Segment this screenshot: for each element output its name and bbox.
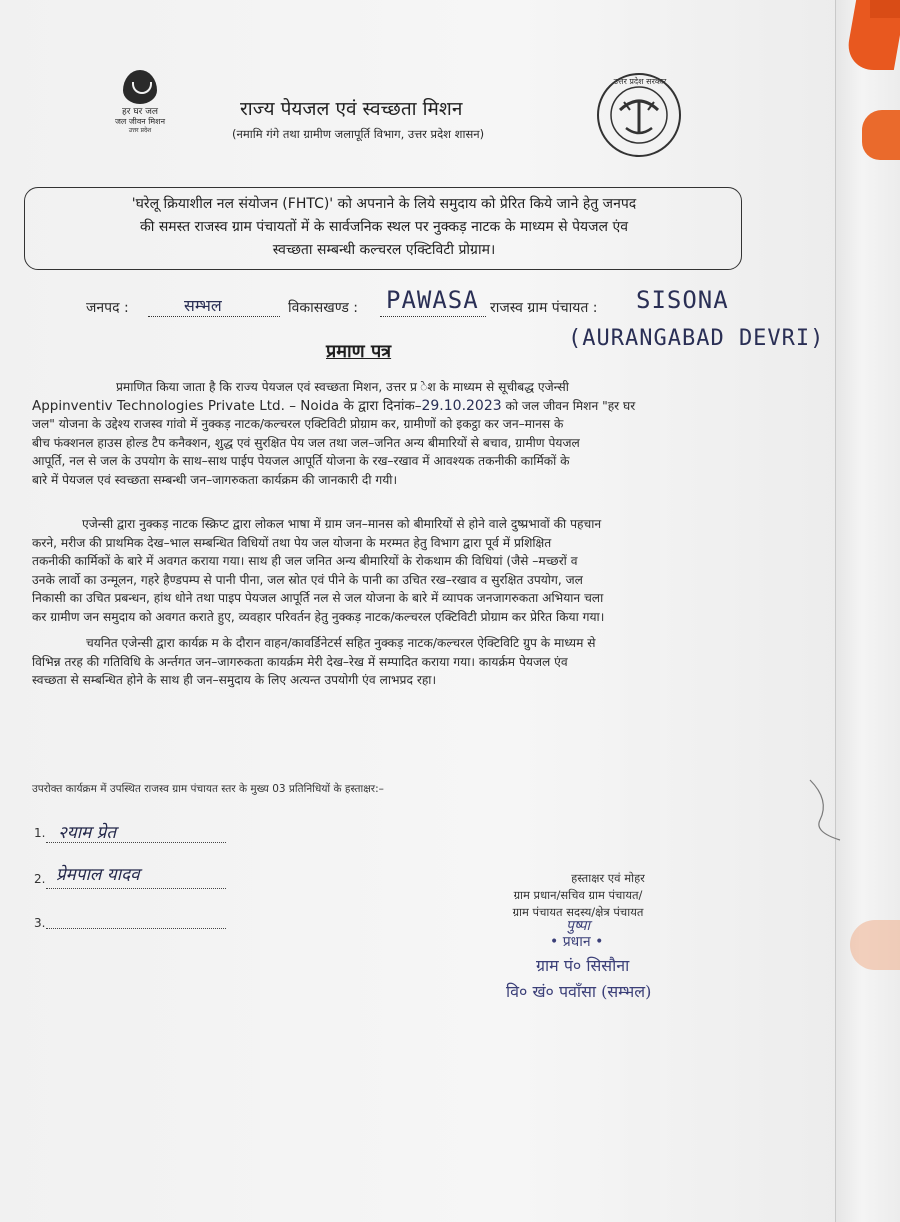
representative-signature: प्रेमपाल यादव <box>56 865 140 885</box>
background-object <box>870 0 900 18</box>
program-line: की समस्त राजस्व ग्राम पंचायतों में के सार्वजनिक स्थल पर नुक्कड़ नाटक के माध्यम से पेयजल एंव <box>139 219 628 235</box>
pen-mark <box>800 770 860 850</box>
paragraph-line: एजेन्सी द्वारा नुक्कड़ नाटक स्क्रिप्ट द्वारा लोकल भाषा में ग्राम जन–मानस को बीमारियों से होने वाले दुष्प्रभावों की पहचान <box>82 517 602 531</box>
signature-caption: ग्राम पंचायत सदस्य/क्षेत्र पंचायत <box>512 905 644 919</box>
stamp-line: ग्राम पं० सिसौना <box>536 956 630 975</box>
signature-caption: हस्ताक्षर एवं मोहर <box>571 871 645 885</box>
village-label: राजस्व ग्राम पंचायत : <box>490 300 598 316</box>
mission-title: राज्य पेयजल एवं स्वच्छता मिशन <box>240 98 463 120</box>
paragraph-line: उनके लार्वो का उन्मूलन, गहरे हैण्डपम्प से पानी पीना, जल स्रोत एवं पीने के पानी का उचित रख–रखाव व सुरक्षित उपयोग, जल <box>32 572 583 587</box>
program-line: स्वच्छता सम्बन्धी कल्चरल एक्टिविटी प्रोग्राम। <box>272 242 496 258</box>
water-drop-icon <box>123 70 157 104</box>
signature-block <box>468 870 688 921</box>
stamp-line: वि० खं० पवाँसा (सम्भल) <box>506 982 652 1001</box>
paragraph-line: आपूर्ति, नल से जल के उपयोग के साथ–साथ पाईप पेयजल आपूर्ति योजना के रख–रखाव में आवश्यक तकनीकी कार्मिकों के <box>32 454 570 469</box>
paragraph-line: स्वच्छता से सम्बन्धित होने के साथ ही जन–समुदाय के लिए अत्यन्त उपयोगी एंव लाभप्रद रहा। <box>32 673 437 688</box>
paragraph-line: चयनित एजेन्सी द्वारा कार्यक्र म के दौरान वाहन/कावर्डिनेटर्स सहित नुक्कड़ नाटक/कल्चरल ऐक्टिविटि ग्रुप के माध्यम से <box>86 636 596 650</box>
logo-text: हर घर जल <box>122 107 158 117</box>
background-object <box>862 110 900 160</box>
district-label: जनपद : <box>86 300 129 316</box>
mission-subtitle: (नमामि गंगे तथा ग्रामीण जलापूर्ति विभाग, उत्तर प्रदेश शासन) <box>232 127 485 141</box>
paragraph-line: तकनीकी कार्मिकों के बारे में अवगत कराया गया। साथ ही जल जनित अन्य बीमारियों के रोकथाम की विधियां (जैसे –मच्छरों व <box>32 554 578 569</box>
background-object <box>850 920 900 970</box>
program-description-box <box>24 187 742 270</box>
paragraph-line: बारे में पेयजल एवं स्वच्छता सम्बन्धी जन–जागरुकता कार्यक्रम की जानकारी दी गयी। <box>32 472 398 487</box>
signature-line <box>46 924 226 929</box>
page-edge <box>835 0 900 1222</box>
block-label: विकासखण्ड : <box>288 300 359 316</box>
paragraph-3 <box>32 634 732 690</box>
paragraph-1 <box>32 378 732 490</box>
paragraph-line: कर ग्रामीण जन समुदाय को अवगत कराते हुए, व्यवहार परिवर्तन हेतु नुक्कड़ नाटक/कल्चरल एक्टिविटी प्रोग्राम कर प्रेरित किया गया। <box>32 609 605 624</box>
program-line: 'घरेलू क्रियाशील नल संयोजन (FHTC)' को अपनाने के लिये समुदाय को प्रेरित किये जाने हेतु जनपद <box>131 196 637 212</box>
stamp-line: • प्रधान • <box>550 934 604 950</box>
paragraph-text: को जल जीवन मिशन "हर घर <box>505 398 636 413</box>
up-government-seal <box>596 72 682 158</box>
paragraph-line: करने, मरीज की प्राथमिक देख–भाल सम्बन्धित विधियों तथा पेय जल योजना के मरम्मत हेतु विभाग द्वारा पूर्व में प्रशिक्षित <box>32 535 552 550</box>
signature-caption: ग्राम प्रधान/सचिव ग्राम पंचायत/ <box>513 888 643 902</box>
logo-text: जल जीवन मिशन <box>114 117 166 126</box>
agency-text: Appinventiv Technologies Private Ltd. – Noida के द्वारा दिनांक– <box>32 397 422 414</box>
block-value: PAWASA <box>386 286 479 314</box>
representatives-intro: उपरोक्त कार्यक्रम में उपस्थित राजस्व ग्राम पंचायत स्तर के मुख्य 03 प्रतिनिधियों के हस्ताक्षर:– <box>32 783 384 795</box>
paragraph-line: बीच फंक्शनल हाउस होल्ड टैप कनैक्शन, शुद्ध एवं सुरक्षित पेय जल तथा जल–जनित अन्य बीमारियों से बचाव, ग्रामीण पेयजल <box>32 435 580 450</box>
paragraph-2 <box>32 515 732 627</box>
certificate-title: प्रमाण पत्र <box>326 341 392 362</box>
pradhan-signature: पुष्पा <box>566 918 591 934</box>
logo-text: उत्तर प्रदेश <box>128 127 152 134</box>
paragraph-line: जल" योजना के उद्देश्य राजस्व गांवो में नुक्कड़ नाटक/कल्चरल एक्टिविटी प्रोग्राम कर, ग्रामीणों को इकट्ठा कर जन–मानस के <box>32 417 564 432</box>
seal-text: उत्तर प्रदेश सरकार <box>613 77 667 86</box>
district-value: सम्भल <box>184 296 222 315</box>
rep-number: 3. <box>34 916 46 930</box>
paragraph-line: विभिन्न तरह की गतिविधि के अर्न्तगत जन–जागरुकता कायर्क्रम मेरी देख–रेख में सम्पादित कराया गया। कायर्क्रम पेयजल एंव <box>32 654 568 669</box>
event-date: 29.10.2023 <box>421 397 502 414</box>
paragraph-line <box>32 397 732 416</box>
paragraph-line: निकासी का उचित प्रबन्धन, हांथ धोने तथा पाइप पेयजल आपूर्ति नल से जल योजना के बारे में व्यापक जनजागरुकता अभियान चला <box>32 591 604 606</box>
har-ghar-jal-logo <box>100 70 180 150</box>
representative-signature: २याम प्रेत <box>58 823 117 843</box>
village-value: SISONA <box>636 286 729 314</box>
village-value-secondary: (AURANGABAD DEVRI) <box>568 326 825 351</box>
rep-number: 1. <box>34 826 46 840</box>
rep-number: 2. <box>34 872 46 886</box>
paragraph-line: प्रमाणित किया जाता है कि राज्य पेयजल एवं स्वच्छता मिशन, उत्तर प्र ेश के माध्यम से सूचीबद्ध एजेन्सी <box>116 380 569 394</box>
